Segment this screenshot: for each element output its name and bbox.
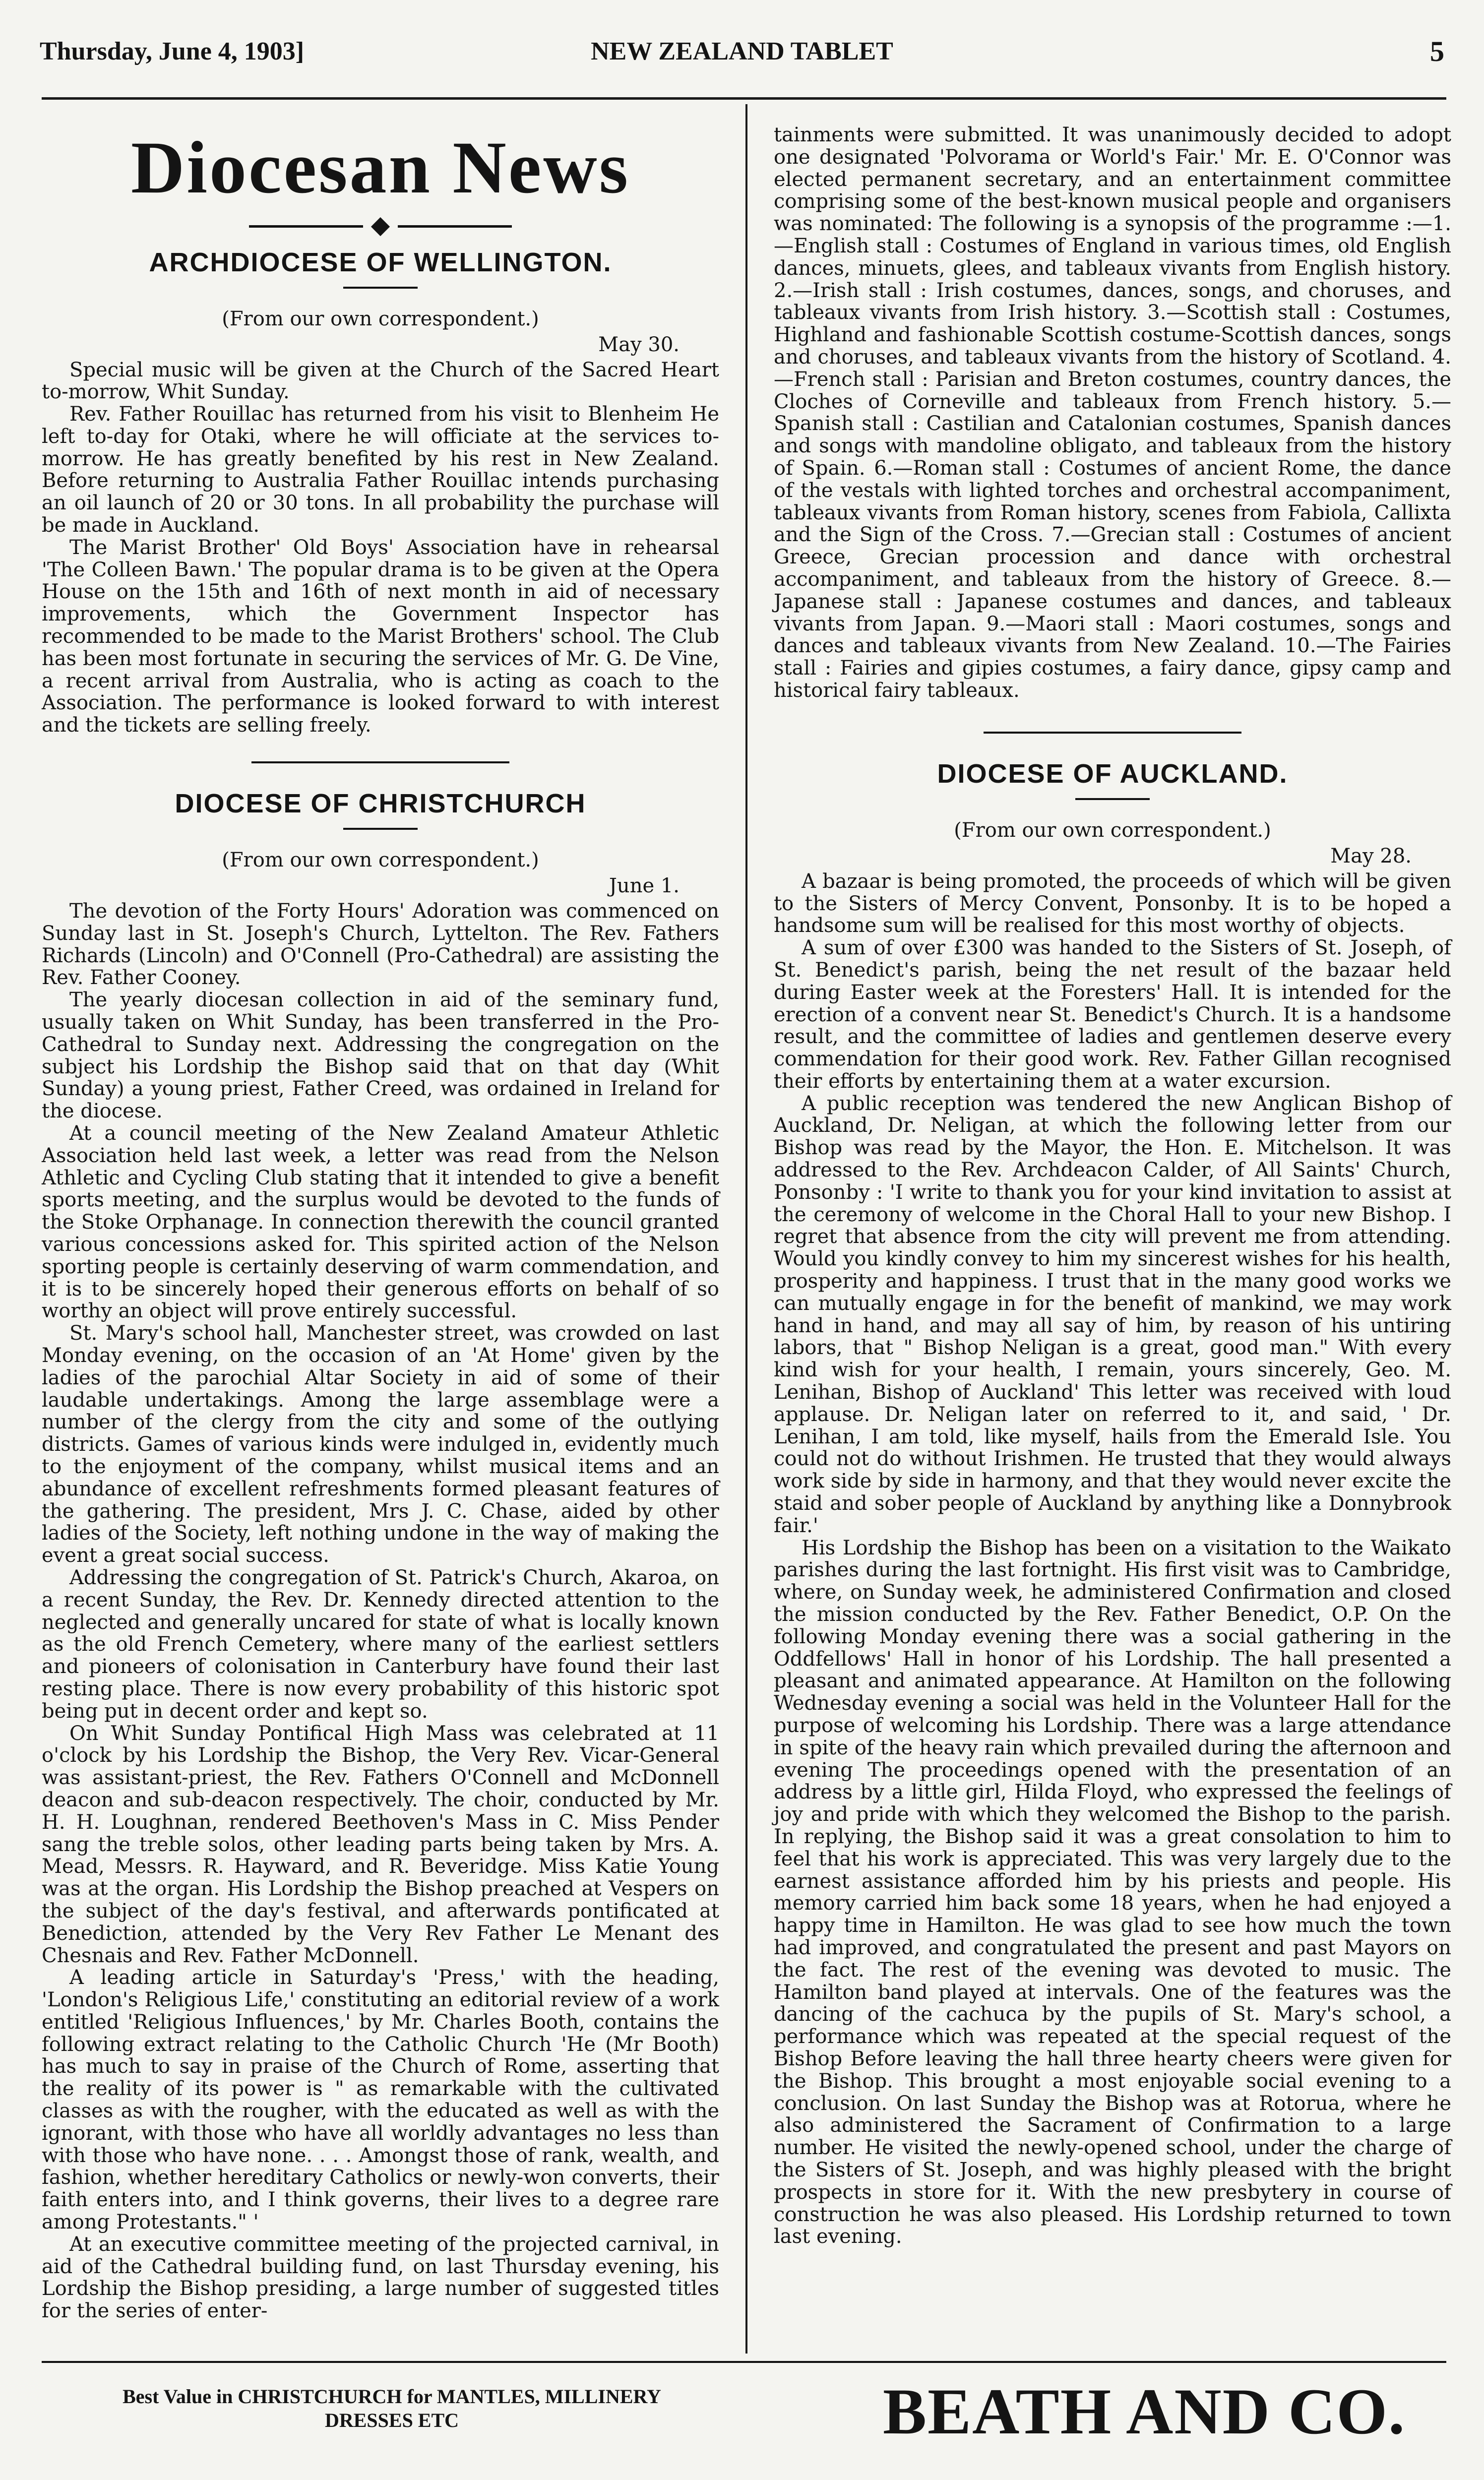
footer-rule [42,2361,1446,2363]
header-rule [42,97,1446,100]
right-column [774,124,1451,2248]
page-number: 5 [1430,35,1444,67]
section-heading: ARCHDIOCESE OF WELLINGTON. [149,247,612,277]
section-divider [251,761,509,763]
masthead: Diocesan News [130,126,630,209]
section-divider [984,732,1241,734]
section-heading: DIOCESE OF CHRISTCHURCH [175,789,586,819]
advert-tagline [119,2385,665,2432]
paragraph: The devotion of the Forty Hours' Adoration was commenced on Sunday last in St. Joseph's Church, Lyttelton. The Rev. Fathers Richards (Lincoln) and O'Connell (Pro-Cathedral) are assisting the Rev. Father Cooney. [42,900,719,990]
paragraph: A leading article in Saturday's 'Press,' with the heading, 'London's Religious Life,' constituting an editorial review of a work entitled 'Religious Influences,' by Mr. Charles Booth, contains the following extract relating to the Catholic Church 'He (Mr Booth) has much to say in praise of the Church of Rome, asserting that the reality of its power is " as remarkable with the cultivated classes as with the rougher, with the educated as well as with the ignorant, with those who have all worldly advantages no less than with those who have none. . . . Amongst those of rank, wealth, and fashion, whether hereditary Catholics or newly-won converts, their faith enters into, and I think governs, their lives to a degree rare among Protestants." ' [42,1966,719,2234]
issue-date: Thursday, June 4, 1903] [40,37,305,65]
column-divider [745,104,747,2354]
paragraph: St. Mary's school hall, Manchester street, was crowded on last Monday evening, on the occasion of an 'At Home' given by the ladies of the parochial Altar Society in aid of some of their laudable undertakings. Among the large assemblage were a number of the clergy from the city and some of the outlying districts. Games of various kinds were indulged in, evidently much to the enjoyment of the company, whilst musical items and an abundance of excellent refreshments formed pleasant features of the gathering. The president, Mrs J. C. Chase, aided by other ladies of the Society, left nothing undone in the way of making the event a great social success. [42,1322,719,1567]
paragraph: On Whit Sunday Pontifical High Mass was celebrated at 11 o'clock by his Lordship the Bishop, the Very Rev. Vicar-General was assistant-priest, the Rev. Fathers O'Connell and McDonnell deacon and sub-deacon respectively. The choir, conducted by Mr. H. H. Loughnan, rendered Beethoven's Mass in C. Miss Pender sang the treble solos, other leading parts being taken by Mrs. A. Mead, Messrs. R. Hayward, and R. Beveridge. Miss Katie Young was at the organ. His Lordship the Bishop preached at Vespers on the subject of the day's festival, and afterwards pontificated at Benediction, attended by the Very Rev Father Le Menant des Chesnais and Rev. Father McDonnell. [42,1722,719,1967]
paragraph: Rev. Father Rouillac has returned from his visit to Blenheim He left to-day for Otaki, where he will officiate at the services to-morrow. He has greatly benefited by his rest in New Zealand. Before returning to Australia Father Rouillac intends purchasing an oil launch of 20 or 30 tons. In all probability the purchase will be made in Auckland. [42,403,719,537]
paragraph: Addressing the congregation of St. Patrick's Church, Akaroa, on a recent Sunday, the Rev. Dr. Kennedy directed attention to the neglected and generally uncared for state of what is locally known as the old French Cemetery, where many of the earliest settlers and pioneers of colonisation in Canterbury have found their last resting place. There is now every probability of this historic spot being put in decent order and kept so. [42,1566,719,1723]
paragraph: Special music will be given at the Church of the Sacred Heart to-morrow, Whit Sunday. [42,358,719,404]
heading-rule [343,828,418,830]
paragraph: A public reception was tendered the new Anglican Bishop of Auckland, Dr. Neligan, at which the following letter from our Bishop was read by the Mayor, the Hon. E. Mitchelson. It was addressed to the Rev. Archdeacon Calder, of All Saints' Church, Ponsonby : 'I write to thank you for your kind invitation to assist at the ceremony of welcome in the Choral Hall to your new Bishop. I regret that absence from the city will prevent me from attending. Would you kindly convey to him my sincerest wishes for his health, prosperity and happiness. I trust that in the many good works we can mutually engage in for the benefit of mankind, we may work hand in hand, and may all say of him, by reason of his untiring labors, that " Bishop Neligan is a great, good man." With every kind wish for your health, I remain, yours sincerely, Geo. M. Lenihan, Bishop of Auckland' This letter was received with loud applause. Dr. Neligan later on referred to it, and said, ' Dr. Lenihan, I am told, like myself, hails from the Emerald Isle. You could not do without Irishmen. He trusted that they would always work side by side in harmony, and that they would never excite the staid and sober people of Auckland by anything like a Donnybrook fair.' [774,1092,1451,1537]
paragraph: The Marist Brother' Old Boys' Association have in rehearsal 'The Colleen Bawn.' The popular drama is to be given at the Opera House on the 15th and 16th of next month in aid of necessary improvements, which the Government Inspector has recommended to be made to the Marist Brothers' school. The Club has been most fortunate in securing the services of Mr. G. De Vine, a recent arrival from Australia, who is acting as coach to the Association. The performance is looked forward to with interest and the tickets are selling freely. [42,536,719,737]
publication-title: NEW ZEALAND TABLET [591,37,893,65]
paragraph: A sum of over £300 was handed to the Sisters of St. Joseph, of St. Benedict's parish, being the net result of the bazaar held during Easter week at the Foresters' Hall. It is intended for the erection of a convent near St. Benedict's Church. It is a handsome result, and the committee of ladies and gentlemen deserve every commendation for their good work. Rev. Father Gillan recognised their efforts by entertaining them at a water excursion. [774,936,1451,1093]
advert-line: DRESSES ETC [324,2409,459,2431]
page-header [40,28,1444,77]
section-christchurch-continued [774,124,1451,702]
dateline: May 30. [598,333,680,356]
byline: (From our own correspondent.) [222,849,539,872]
paragraph: The yearly diocesan collection in aid of the seminary fund, usually taken on Whit Sunday, has been transferred in the Pro-Cathedral to Sunday next. Addressing the congregation on the subject his Lordship the Bishop said that on that day (Whit Sunday) a young priest, Father Creed, was ordained in Ireland for the diocese. [42,989,719,1123]
section-wellington [42,247,719,737]
paragraph: His Lordship the Bishop has been on a visitation to the Waikato parishes during the last fortnight. His first visit was to Cambridge, where, on Sunday week, he administered Confirmation and closed the mission conducted by the Rev. Father Benedict, O.P. On the following Monday evening there was a social gathering in the Oddfellows' Hall in honor of his Lordship. The hall presented a pleasant and animated appearance. At Hamilton on the following Wednesday evening a social was held in the Volunteer Hall for the purpose of welcoming his Lordship. There was a large attendance in spite of the heavy rain which prevailed during the afternoon and evening The proceedings opened with the presentation of an address by a little girl, Hilda Floyd, who expressed the feelings of joy and pride with which they welcomed the Bishop to the parish. In replying, the Bishop said it was a great consolation to him to feel that his work is appreciated. This was very largely due to the earnest assistance afforded him by his priests and people. His memory carried him back some 18 years, when he had enjoyed a happy time in Hamilton. He was glad to see how much the town had improved, and congratulated the present and past Mayors on the fact. The rest of the evening was devoted to music. The Hamilton band played at intervals. One of the features was the dancing of the cachuca by the pupils of St. Mary's school, a performance which was repeated at the special request of the Bishop Before leaving the hall three hearty cheers were given for the Bishop. This brought a most enjoyable social evening to a conclusion. On last Sunday the Bishop was at Rotorua, where he also administered the Sacrament of Confirmation to a large number. He visited the newly-opened school, under the charge of the Sisters of St. Joseph, and was highly pleased with the bright prospects in store for it. With the new presbytery in course of construction he was also pleased. His Lordship returned to town last evening. [774,1536,1451,2248]
paragraph: At an executive committee meeting of the projected carnival, in aid of the Cathedral building fund, on last Thursday evening, his Lordship the Bishop presiding, a large number of suggested titles for the series of enter- [42,2232,719,2323]
paragraph: tainments were submitted. It was unanimously decided to adopt one designated 'Polvorama or World's Fair.' Mr. E. O'Connor was elected permanent secretary, and an entertainment committee comprising some of the best-known musical people and organisers was nominated: The following is a synopsis of the programme :—1.—English stall : Costumes of England in various times, old English dances, minuets, glees, and tableaux vivants from English history. 2.—Irish stall : Irish costumes, dances, songs, and choruses, and tableaux vivants from Irish history. 3.—Scottish stall : Costumes, Highland and fashionable Scottish costume-Scottish dances, songs and choruses, and tableaux vivants from the history of Scotland. 4.—French stall : Parisian and Breton costumes, country dances, the Cloches of Corneville and tableaux from French history. 5.—Spanish stall : Castilian and Catalonian costumes, Spanish dances and songs with mandoline obligato, and tableaux from the history of Spain. 6.—Roman stall : Costumes of ancient Rome, the dance of the vestals with lighted torches and orchestral accompaniment, tableaux vivants from Roman history, scenes from Fabiola, Callixta and the Sign of the Cross. 7.—Grecian stall : Costumes of ancient Greece, Grecian procession and dance with orchestral accompaniment, and tableaux from the history of Greece. 8.—Japanese stall : Japanese costumes and dances, and tableaux vivants from Japan. 9.—Maori stall : Maori costumes, songs and dances and tableaux vivants from New Zealand. 10.—The Fairies stall : Fairies and gipies costumes, a fairy dance, gipsy camp and historical fairy tableaux. [774,124,1451,702]
byline: (From our own correspondent.) [222,307,539,330]
byline: (From our own correspondent.) [954,818,1271,842]
left-column [42,114,719,2322]
section-christchurch [42,788,719,2322]
paragraph: At a council meeting of the New Zealand Amateur Athletic Association held last week, a letter was read from the Nelson Athletic and Cycling Club stating that it intended to give a benefit sports meeting, and the surplus would be devoted to the funds of the Stoke Orphanage. In connection therewith the council granted various concessions asked for. This spirited action of the Nelson sporting people is certainly deserving of warm commendation, and it is to be sincerely hoped their generous efforts on behalf of so worthy an object will prove entirely successful. [42,1122,719,1323]
heading-rule [343,287,418,289]
paragraph: A bazaar is being promoted, the proceeds of which will be given to the Sisters of Mercy Convent, Ponsonby. It is to be hoped a handsome sum will be realised for this most worthy of objects. [774,869,1451,937]
masthead-ornament: ◆ [42,212,719,237]
advert-line: Best Value in CHRISTCHURCH for MANTLES, MILLINERY [123,2385,661,2408]
section-auckland [774,758,1451,2248]
dateline: May 28. [1330,844,1412,868]
section-heading: DIOCESE OF AUCKLAND. [937,758,1288,789]
dateline: June 1. [609,874,680,898]
heading-rule [1075,798,1150,800]
advertiser-name: BEATH AND CO. [883,2375,1406,2448]
